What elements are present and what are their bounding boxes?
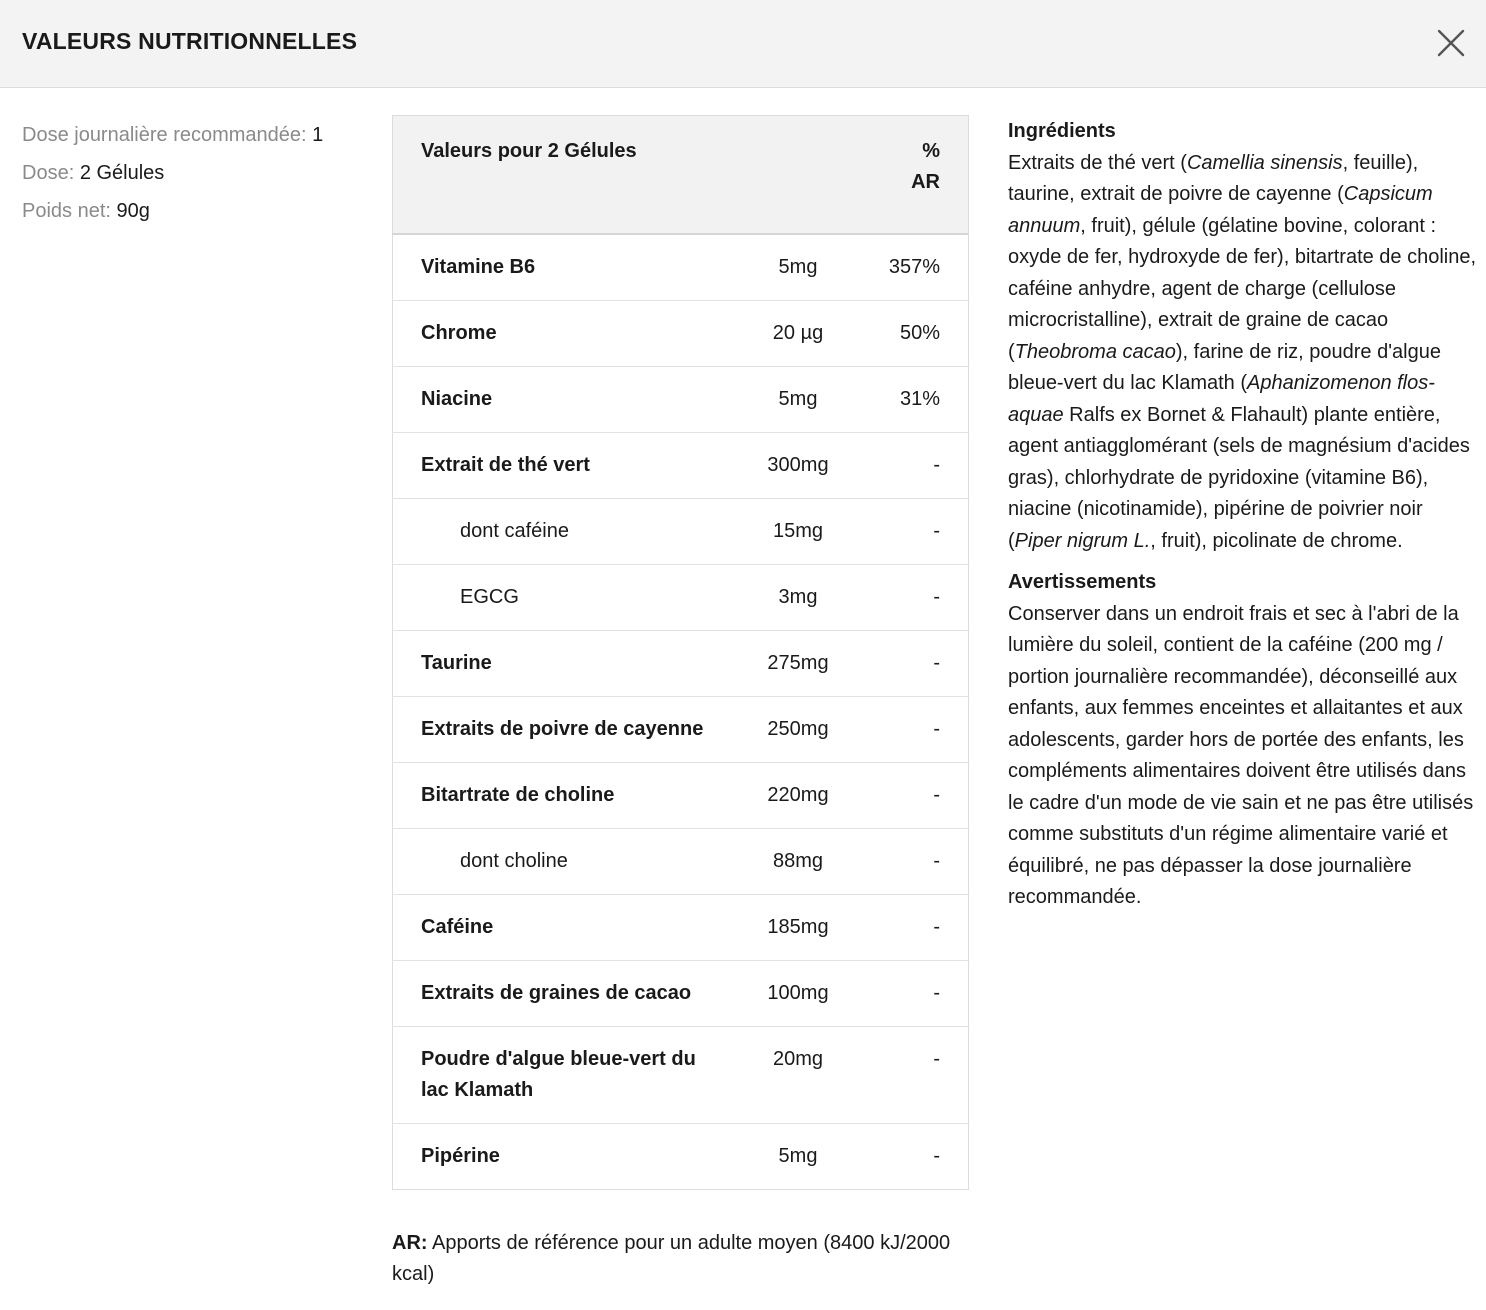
- nutrient-name: Bitartrate de choline: [421, 784, 615, 806]
- nutrient-amount: 5mg: [778, 1145, 818, 1167]
- ingredients-text: [1008, 148, 1478, 558]
- table-row: [393, 961, 969, 1027]
- table-row: [393, 1027, 969, 1124]
- ingredient-latin-name: Piper nigrum L.: [1014, 529, 1151, 552]
- ingredient-latin-name: Theobroma cacao: [1014, 340, 1176, 363]
- nutrient-name: Poudre d'algue bleue-vert du lac Klamath: [421, 1048, 696, 1101]
- nutrient-ar: -: [933, 1048, 940, 1070]
- nutrient-ar: -: [933, 784, 940, 806]
- meta-label: Dose:: [22, 162, 75, 184]
- ingredient-latin-name: Capsicum annuum: [1008, 183, 1433, 237]
- nutrient-name: Pipérine: [421, 1145, 500, 1167]
- nutrient-name: Extrait de thé vert: [421, 454, 590, 476]
- table-row: [393, 234, 969, 301]
- nutrient-name: Caféine: [421, 916, 494, 938]
- nutrient-amount: 100mg: [767, 982, 829, 1004]
- meta-label: Dose journalière recommandée:: [22, 124, 307, 146]
- meta-value: 1: [312, 124, 324, 146]
- nutrient-ar: -: [933, 850, 940, 872]
- nutrient-name: Extraits de poivre de cayenne: [421, 718, 704, 740]
- meta-row-daily-dose: [22, 116, 323, 154]
- warnings-text: Conserver dans un endroit frais et sec à l'abri de la lumière du soleil, contient de la caféine (200 mg / portion journalière recommandée), déconseillé aux enfants, aux femmes enceintes et allaitantes et aux adolescents, garder hors de portée des enfants, les compléments alimentaires doivent être utilisés dans le cadre d'un mode de vie sain et ne pas être utilisés comme substituts d'un régime alimentaire varié et équilibré, ne pas dépasser la dose journalière recommandée.: [1008, 602, 1474, 908]
- nutrient-ar: -: [933, 916, 940, 938]
- ingredient-text-segment: ), farine de riz, poudre d'algue bleue-vert du lac Klamath (: [1008, 340, 1441, 394]
- nutrient-amount: 5mg: [778, 388, 818, 410]
- nutrient-name: Taurine: [421, 652, 492, 674]
- table-header-ar: % AR: [911, 140, 940, 193]
- nutrient-amount: 250mg: [767, 718, 829, 740]
- table-row: [393, 499, 969, 565]
- ar-footnote: [392, 1228, 952, 1290]
- nutrient-ar: -: [933, 586, 940, 608]
- table-row: [393, 1124, 969, 1190]
- dose-info: [22, 116, 323, 230]
- nutrient-ar: -: [933, 718, 940, 740]
- nutrient-name: EGCG: [460, 586, 519, 608]
- warnings-title: Avertissements: [1008, 571, 1157, 593]
- nutrient-name: Chrome: [421, 322, 497, 344]
- table-header-name: Valeurs pour 2 Gélules: [421, 140, 637, 162]
- table-row: [393, 697, 969, 763]
- nutrient-name: dont caféine: [460, 520, 569, 542]
- nutrient-ar: 357%: [888, 256, 940, 278]
- table-row: [393, 433, 969, 499]
- nutrient-amount: 20 µg: [772, 322, 824, 344]
- ingredient-latin-name: Camellia sinensis: [1186, 151, 1343, 174]
- ingredient-text-segment: Ralfs ex Bornet & Flahault) plante entière, agent antiagglomérant (sels de magnésium d'acides gras), chlorhydrate de pyridoxine (vitamine B6), niacine (nicotinamide), pipérine de poivrier noir (: [1008, 403, 1470, 552]
- close-button[interactable]: [1434, 26, 1468, 60]
- table-row: [393, 829, 969, 895]
- meta-row-net-weight: [22, 192, 323, 230]
- nutrient-name: Vitamine B6: [421, 256, 536, 278]
- nutrient-amount: 15mg: [772, 520, 824, 542]
- modal-title: VALEURS NUTRITIONNELLES: [22, 28, 358, 54]
- nutrient-amount: 5mg: [778, 256, 818, 278]
- nutrition-table-body: [393, 234, 969, 1190]
- nutrient-amount: 88mg: [772, 850, 824, 872]
- table-row: [393, 631, 969, 697]
- nutrient-ar: 31%: [899, 388, 940, 410]
- ingredient-text-segment: , fruit), gélule (gélatine bovine, colorant : oxyde de fer, hydroxyde de fer), bitartrate de choline, caféine anhydre, agent de charge (cellulose microcristalline), extrait de graine de cacao (: [1008, 214, 1477, 363]
- nutrient-amount: 185mg: [767, 916, 829, 938]
- ingredient-latin-name: Aphanizomenon flos-aquae: [1008, 372, 1435, 426]
- nutrient-amount: 20mg: [772, 1048, 824, 1070]
- meta-label: Poids net:: [22, 200, 111, 222]
- meta-row-dose: [22, 154, 323, 192]
- nutrition-table: [392, 115, 969, 1190]
- nutrient-amount: 220mg: [767, 784, 829, 806]
- nutrient-ar: -: [933, 982, 940, 1004]
- nutrient-amount: 300mg: [767, 454, 829, 476]
- table-row: [393, 301, 969, 367]
- meta-value: 90g: [116, 200, 150, 222]
- product-details: [1008, 116, 1478, 924]
- nutrition-table-container: [392, 115, 968, 1190]
- nutrient-amount: 3mg: [778, 586, 818, 608]
- close-icon: [1434, 26, 1468, 60]
- table-row: [393, 367, 969, 433]
- ingredients-title: Ingrédients: [1008, 120, 1116, 142]
- nutrient-name: dont choline: [460, 850, 568, 872]
- table-header-row: [393, 116, 969, 235]
- ingredient-text-segment: , feuille), taurine, extrait de poivre de cayenne (: [1008, 151, 1419, 205]
- ingredient-text-segment: Extraits de thé vert (: [1008, 151, 1187, 174]
- meta-value: 2 Gélules: [79, 162, 165, 184]
- nutrient-ar: -: [933, 1145, 940, 1167]
- table-row: [393, 895, 969, 961]
- nutrient-name: Extraits de graines de cacao: [421, 982, 692, 1004]
- footnote-text: Apports de référence pour un adulte moyen (8400 kJ/2000 kcal): [392, 1232, 951, 1285]
- nutrient-amount: 275mg: [767, 652, 829, 674]
- ingredient-text-segment: , fruit), picolinate de chrome.: [1150, 529, 1403, 552]
- nutrient-ar: -: [933, 520, 940, 542]
- modal-header: [0, 0, 1486, 88]
- table-row: [393, 763, 969, 829]
- footnote-term: AR:: [392, 1232, 428, 1254]
- nutrient-ar: 50%: [899, 322, 940, 344]
- table-row: [393, 565, 969, 631]
- nutrient-name: Niacine: [421, 388, 493, 410]
- nutrient-ar: -: [933, 652, 940, 674]
- nutrient-ar: -: [933, 454, 940, 476]
